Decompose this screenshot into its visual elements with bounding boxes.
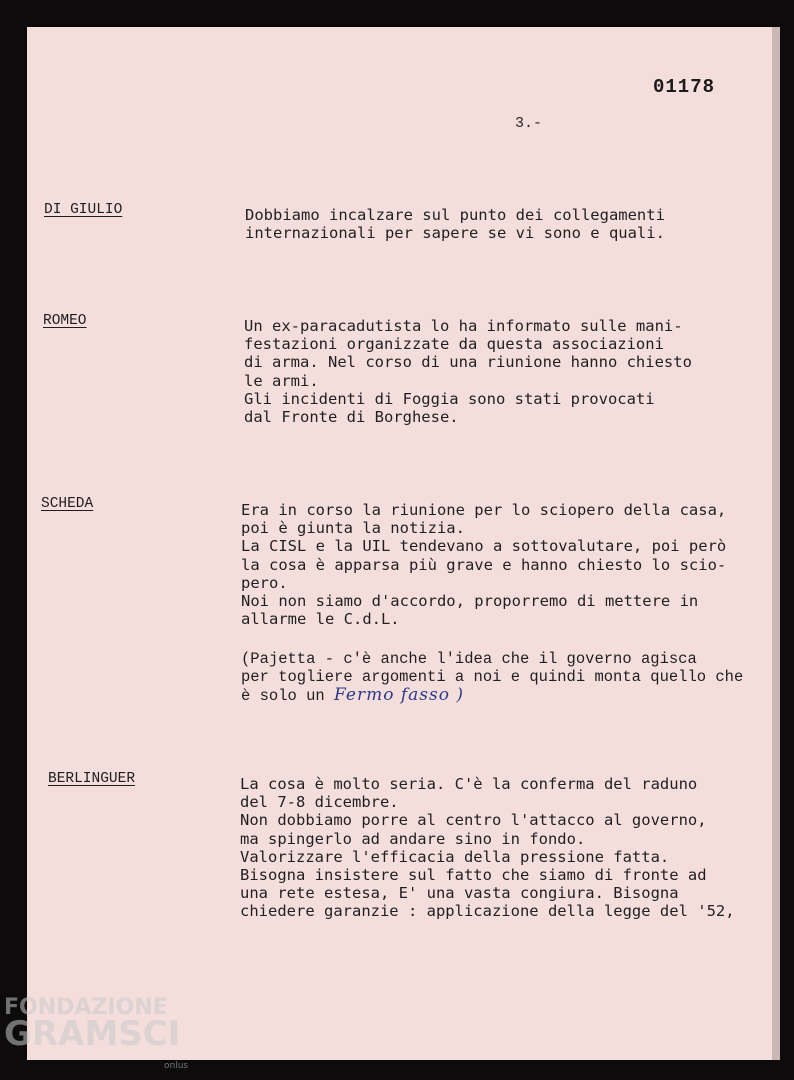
speaker-di-giulio: DI GIULIO [44, 202, 123, 218]
page-edge [772, 27, 780, 1060]
statement-di-giulio: Dobbiamo incalzare sul punto dei collegamenti internazionali per sapere se vi sono e quali. [245, 206, 665, 243]
statement-scheda: Era in corso la riunione per lo sciopero della casa, poi è giunta la notizia. La CISL e la UIL tendevano a sottovalutare, poi però la cosa è apparsa più grave e hanno chiesto lo scio- pero. Noi non siamo d'accordo, proporremo di mettere in allarme le C.d.L. [241, 501, 727, 629]
document-number: 01178 [653, 76, 716, 98]
statement-romeo: Un ex-paracadutista lo ha informato sulle mani- festazioni organizzate da questa associazioni di arma. Nel corso di una riunione hanno chiesto le armi. Gli incidenti di Foggia sono stati provocati dal Fronte di Borghese. [244, 317, 692, 427]
note-pajetta-text: (Pajetta - c'è anche l'idea che il governo agisca per togliere argomenti a noi e quindi monta quello che è solo un [241, 650, 744, 706]
speaker-scheda: SCHEDA [41, 496, 94, 512]
statement-berlinguer: La cosa è molto seria. C'è la conferma del raduno del 7-8 dicembre. Non dobbiamo porre al centro l'attacco al governo, ma spingerlo ad andare sino in fondo. Valorizzare l'efficacia della pressione fatta. Bisogna insistere sul fatto che siamo di fronte ad una rete estesa, E' una vasta congiura. Bisogna chiedere garanzie : applicazione della legge del '52, [240, 775, 735, 921]
handwritten-annotation: Fermo fasso ) [334, 685, 464, 706]
speaker-berlinguer: BERLINGUER [48, 771, 136, 787]
watermark-line2: GRAMSCI [4, 1014, 181, 1054]
fondazione-gramsci-logo [4, 995, 189, 1071]
note-pajetta [241, 650, 743, 706]
speaker-romeo: ROMEO [43, 313, 87, 329]
watermark-line1: FONDAZIONE [4, 995, 168, 1020]
page-number: 3.- [515, 115, 543, 132]
watermark-line3: onlus [164, 1061, 189, 1071]
